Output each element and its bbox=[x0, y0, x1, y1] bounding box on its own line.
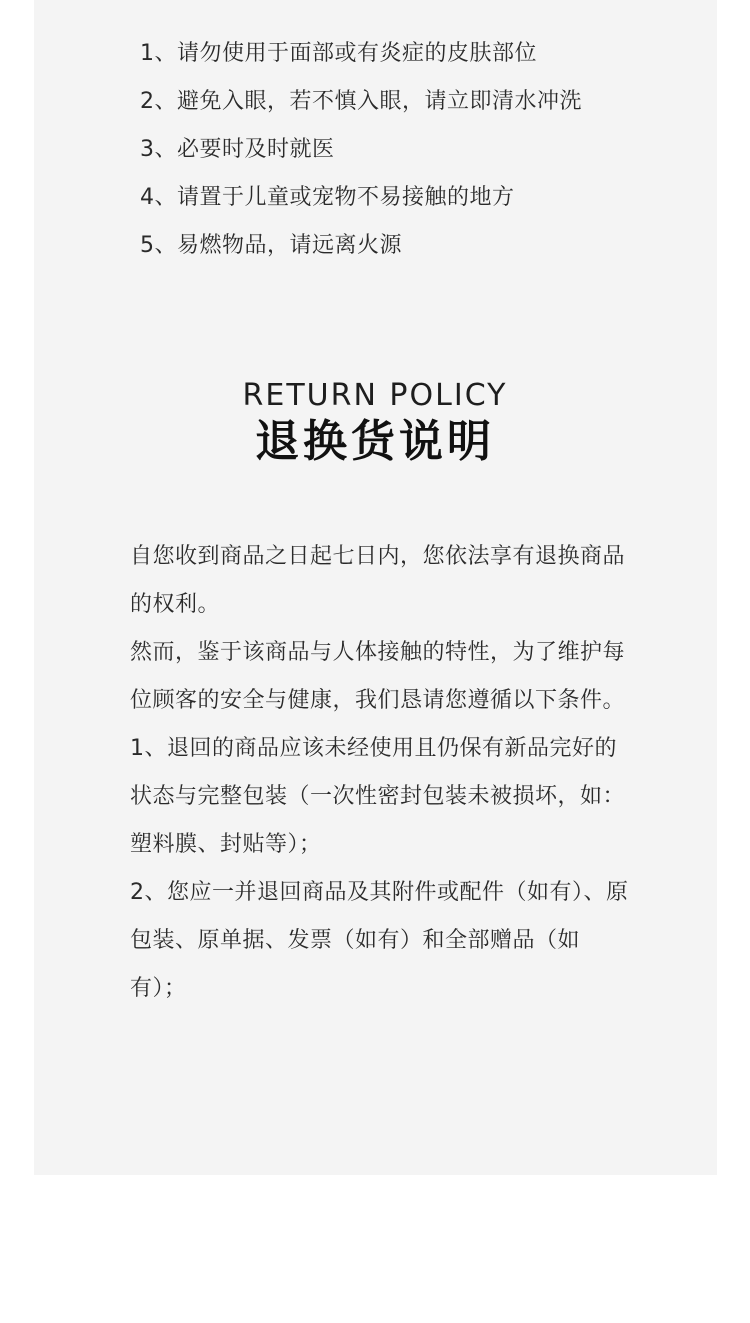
policy-body bbox=[130, 533, 630, 1013]
policy-paragraph: 自您收到商品之日起七日内，您依法享有退换商品的权利。 bbox=[130, 544, 626, 617]
caution-item: 3、必要时及时就医 bbox=[140, 137, 335, 162]
policy-paragraph: 然而，鉴于该商品与人体接触的特性，为了维护每位顾客的安全与健康，我们恳请您遵循以下条件。 bbox=[130, 640, 626, 713]
policy-condition: 1、退回的商品应该未经使用且仍保有新品完好的状态与完整包装（一次性密封包装未被损坏，如：塑料膜、封贴等）； bbox=[130, 736, 626, 857]
policy-title-cn: 退换货说明 bbox=[255, 416, 495, 467]
caution-item: 1、请勿使用于面部或有炎症的皮肤部位 bbox=[140, 41, 537, 66]
policy-title-en: RETURN POLICY bbox=[242, 378, 508, 413]
policy-condition: 2、您应一并退回商品及其附件或配件（如有）、原包装、原单据、发票（如有）和全部赠品（如有）； bbox=[130, 880, 629, 1001]
caution-item: 4、请置于儿童或宠物不易接触的地方 bbox=[140, 185, 515, 210]
caution-item: 5、易燃物品，请远离火源 bbox=[140, 233, 402, 258]
caution-item: 2、避免入眼，若不慎入眼，请立即清水冲洗 bbox=[140, 89, 582, 114]
caution-list bbox=[140, 30, 582, 270]
